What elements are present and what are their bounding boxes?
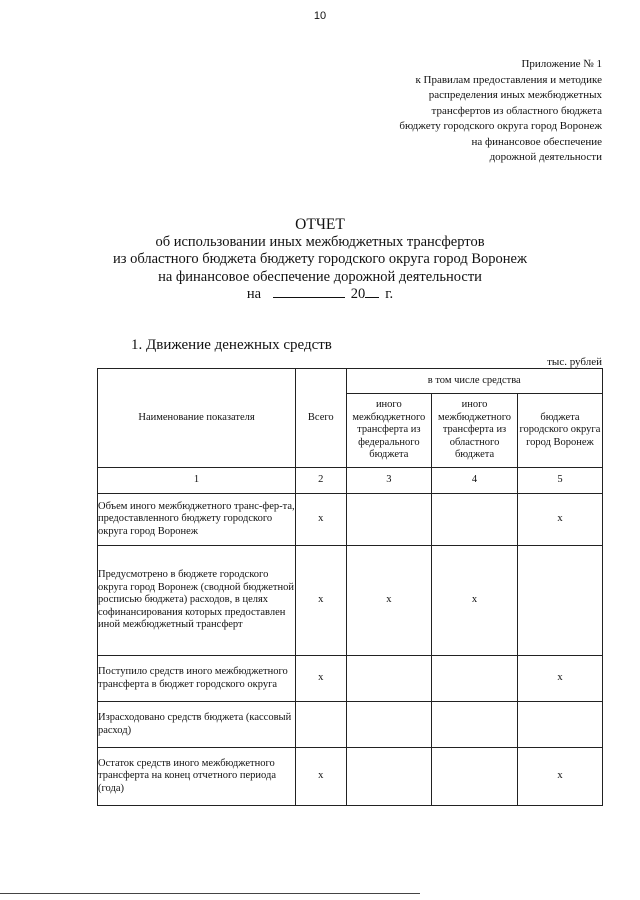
column-number: 1 bbox=[98, 468, 296, 494]
report-table bbox=[97, 368, 603, 806]
date-blank-field bbox=[273, 286, 345, 298]
table-cell bbox=[346, 656, 432, 702]
page-number: 10 bbox=[313, 10, 327, 22]
header-group: в том числе средства bbox=[346, 369, 603, 394]
header-city: бюджета городского округа город Воронеж bbox=[517, 394, 602, 468]
table-cell bbox=[432, 494, 518, 546]
header-name: Наименование показателя bbox=[98, 369, 296, 468]
row-label: Поступило средств иного межбюджетного трансферта в бюджет городского округа bbox=[98, 656, 296, 702]
table-cell: x bbox=[432, 546, 518, 656]
row-label: Израсходовано средств бюджета (кассовый расход) bbox=[98, 702, 296, 748]
header-regional: иного межбюджетного трансферта из областного бюджета bbox=[432, 394, 518, 468]
appendix-line: Приложение № 1 bbox=[521, 58, 602, 70]
table-cell bbox=[296, 702, 346, 748]
appendix-line: на финансовое обеспечение bbox=[471, 135, 602, 148]
column-number-row bbox=[98, 468, 603, 494]
report-title-line: об использовании иных межбюджетных трансфертов bbox=[155, 233, 485, 250]
table-cell: x bbox=[517, 656, 602, 702]
section-title: 1. Движение денежных средств bbox=[131, 337, 332, 353]
date-suffix: г. bbox=[385, 286, 394, 302]
table-cell: x bbox=[517, 494, 602, 546]
table-cell: x bbox=[296, 656, 346, 702]
appendix-block bbox=[399, 57, 602, 166]
table-row bbox=[98, 656, 603, 702]
table-cell bbox=[346, 702, 432, 748]
footer-divider bbox=[0, 893, 420, 894]
units-label: тыс. рублей bbox=[547, 356, 602, 368]
table-cell bbox=[432, 748, 518, 806]
table-row bbox=[98, 494, 603, 546]
report-title-line: на финансовое обеспечение дорожной деятельности bbox=[158, 268, 482, 285]
row-label: Остаток средств иного межбюджетного трансферта на конец отчетного периода (года) bbox=[98, 748, 296, 806]
appendix-line: к Правилам предоставления и методике bbox=[415, 73, 602, 86]
table-row bbox=[98, 702, 603, 748]
table-cell bbox=[432, 656, 518, 702]
table-cell: x bbox=[296, 748, 346, 806]
report-date-line bbox=[0, 286, 640, 304]
table-cell bbox=[517, 546, 602, 656]
appendix-line: распределения иных межбюджетных bbox=[428, 89, 602, 101]
appendix-line: бюджету городского округа город Воронеж bbox=[399, 120, 602, 132]
appendix-line: дорожной деятельности bbox=[489, 151, 602, 163]
year-blank-field bbox=[365, 286, 379, 298]
column-number: 2 bbox=[296, 468, 346, 494]
table-cell: x bbox=[346, 546, 432, 656]
table-cell bbox=[346, 748, 432, 806]
report-heading: ОТЧЕТ bbox=[295, 216, 345, 233]
table-cell: x bbox=[296, 546, 346, 656]
date-year: 20 bbox=[350, 286, 366, 302]
table-cell bbox=[517, 702, 602, 748]
header-total: Всего bbox=[296, 369, 346, 468]
date-prefix: на bbox=[246, 286, 262, 302]
column-number: 3 bbox=[346, 468, 432, 494]
header-federal: иного межбюджетного трансферта из федерального бюджета bbox=[346, 394, 432, 468]
column-number: 4 bbox=[432, 468, 518, 494]
table-cell: x bbox=[296, 494, 346, 546]
column-number: 5 bbox=[517, 468, 602, 494]
table-header-row bbox=[98, 369, 603, 394]
report-title-block bbox=[0, 216, 640, 304]
report-title-line: из областного бюджета бюджету городского округа город Воронеж bbox=[112, 251, 528, 267]
row-label: Предусмотрено в бюджете городского округа город Воронеж (сводной бюджетной росписью бюджета) расходов, в целях софинансирования которых предоставлен иной межбюджетный трансферт bbox=[98, 546, 296, 656]
table-row bbox=[98, 546, 603, 656]
table-cell: x bbox=[517, 748, 602, 806]
row-label: Объем иного межбюджетного транс-фер-та, предоставленного бюджету городского округа город Воронеж bbox=[98, 494, 296, 546]
table-row bbox=[98, 748, 603, 806]
appendix-line: трансфертов из областного бюджета bbox=[431, 104, 602, 117]
table-cell bbox=[346, 494, 432, 546]
table-cell bbox=[432, 702, 518, 748]
